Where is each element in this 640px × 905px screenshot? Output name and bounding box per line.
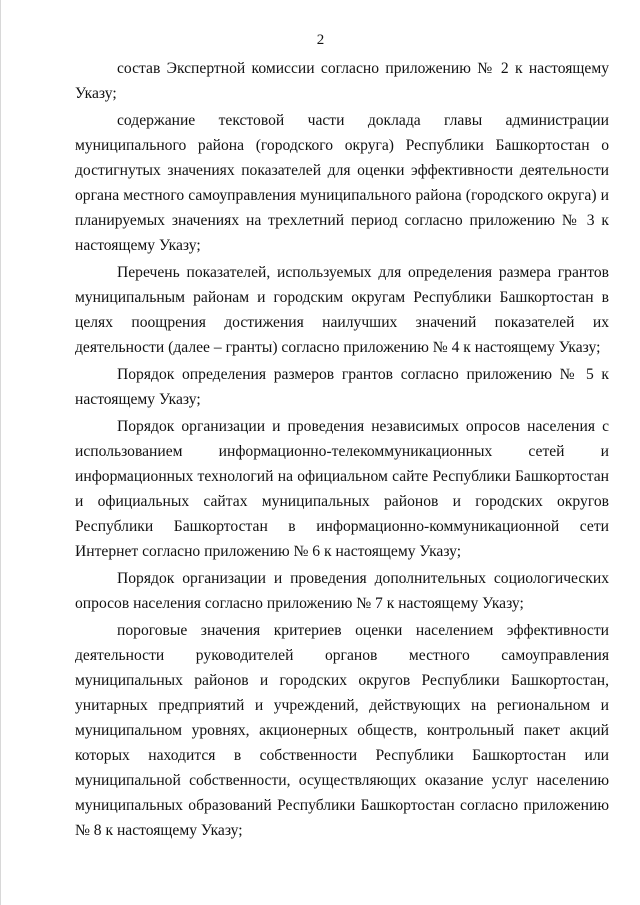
paragraph-online-survey-procedure: Порядок организации и проведения независимых опросов населения с использованием информационно-телекоммуникационных сетей и информационных технологий на официальном сайте Республики Башкортостан и официальных сайтах муниципальных районов и городских округов Республики Башкортостан в информационно-коммуникационной сети Интернет согласно приложению № 6 к настоящему Указу; [75, 418, 609, 560]
paragraph-report-content: содержание текстовой части доклада главы администрации муниципального района (городского округа) Республики Башкортостан о достигнутых значениях показателей для оценки эффективности деятельности органа местного самоуправления муниципального района (городского округа) и планируемых значениях на трехлетний период согласно приложению № 3 к настоящему Указу; [75, 112, 609, 254]
paragraph-grant-procedure: Порядок определения размеров грантов согласно приложению № 5 к настоящему Указу; [75, 366, 609, 408]
paragraph-threshold-values: пороговые значения критериев оценки населением эффективности деятельности руководителей органов местного самоуправления муниципальных районов и городских округов Республики Башкортостан, унитарных предприятий и учреждений, действующих на региональном и муниципальном уровнях, акционерных обществ, контрольный пакет акций которых находится в собственности Республики Башкортостан или муниципальной собственности, осуществляющих оказание услуг населению муниципальных образований Республики Башкортостан согласно приложению № 8 к настоящему Указу; [75, 622, 609, 839]
paragraph-commission-composition: состав Экспертной комиссии согласно приложению № 2 к настоящему Указу; [75, 60, 609, 102]
document-body [75, 56, 609, 843]
page-number: 2 [316, 32, 325, 48]
paragraph-sociological-survey-procedure: Порядок организации и проведения дополнительных социологических опросов населения согласно приложению № 7 к настоящему Указу; [75, 570, 609, 612]
paragraph-indicator-list: Перечень показателей, используемых для определения размера грантов муниципальным районам и городским округам Республики Башкортостан в целях поощрения достижения наилучших значений показателей их деятельности (далее – гранты) согласно приложению № 4 к настоящему Указу; [75, 264, 609, 356]
